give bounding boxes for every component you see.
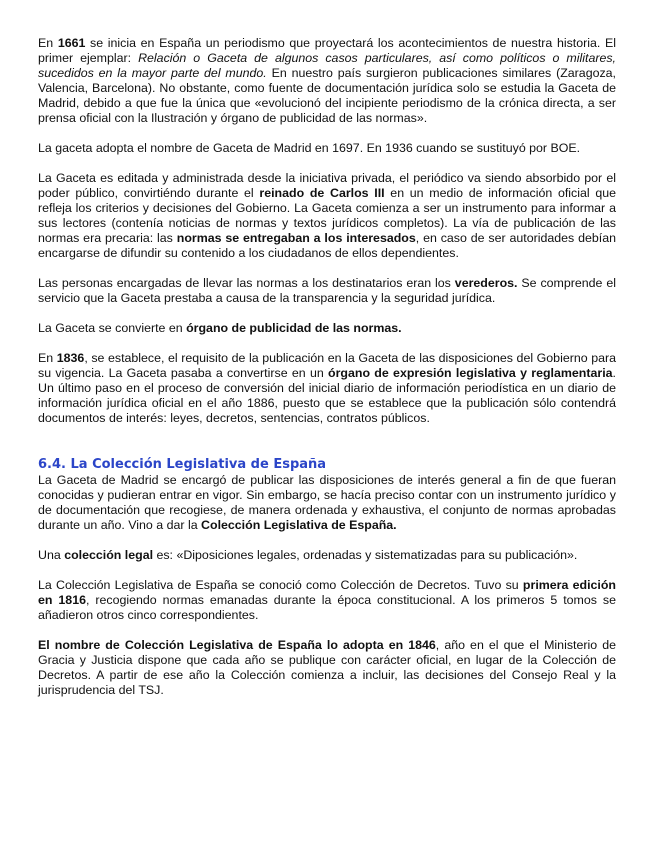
paragraph-1836: En 1836, se establece, el requisito de la publicación en la Gaceta de las disposiciones del Gobierno para su vigencia. La Gaceta pasaba a convertirse en un órgano de expresión legislativa y reglamentaria. Un último paso en el proceso de conversión del inicial diario de información periodística en un diario de información jurídica oficial en el año 1886, puesto que se establece que la publicación sólo contendrá documentos de interés: leyes, decretos, sentencias, contratos públicos.: [38, 351, 616, 425]
paragraph-private-editing: La Gaceta es editada y administrada desde la iniciativa privada, el periódico va siendo absorbido por el poder público, convirtiéndo durante el reinado de Carlos III en un medio de información oficial que refleja los criterios y decisiones del Gobierno. La Gaceta comienza a ser un instrumento para informar a sus lectores (contenía noticias de normas y textos jurídicos completos). La vía de publicación de las normas era precaria: las normas se entregaban a los interesados, en caso de ser autoridades debían encargarse de difundir su contenido a los ciudadanos de ellos dependientes.: [38, 171, 617, 260]
section-heading: 6.4. La Colección Legislativa de España: [38, 457, 327, 472]
paragraph-legal-collection-definition: Una colección legal es: «Diposiciones legales, ordenadas y sistematizadas para su publicación».: [38, 548, 578, 562]
paragraph-verederos: Las personas encargadas de llevar las normas a los destinatarios eran los verederos. Se comprende el servicio que la Gaceta prestaba a causa de la transparencia y la seguridad jurídica.: [38, 276, 617, 305]
paragraph-publicity-organ: La Gaceta se convierte en órgano de publicidad de las normas.: [38, 321, 402, 335]
paragraph-origins: En 1661 se inicia en España un periodismo que proyectará los acontecimientos de nuestra historia. El primer ejemplar: Relación o Gaceta de algunos casos particulares, así como políticos o militares, sucedidos en la mayor parte del mundo. En nuestro país surgieron publicaciones similares (Zaragoza, Valencia, Barcelona). No obstante, como fuente de documentación jurídica solo se estudia la Gaceta de Madrid, debido a que fue la única que «evolucionó del incipiente periodismo de la crónica directa, a ser prensa oficial con la Ilustración y órgano de publicidad de las normas».: [38, 36, 617, 125]
paragraph-first-edition: La Colección Legislativa de España se conoció como Colección de Decretos. Tuvo su primera edición en 1816, recogiendo normas emanadas durante la época constitucional. A los primeros 5 tomos se añadieron otros cinco correspondientes.: [38, 578, 616, 622]
paragraph-name-adoption: La gaceta adopta el nombre de Gaceta de Madrid en 1697. En 1936 cuando se sustituyó por BOE.: [38, 141, 581, 155]
paragraph-collection-intro: La Gaceta de Madrid se encargó de publicar las disposiciones de interés general a fin de que fueran conocidas y pudieran entrar en vigor. Sin embargo, se hacía preciso contar con un instrumento jurídico y de documentación que recogiese, de manera ordenada y exhaustiva, el conjunto de normas aprobadas durante un año. Vino a dar la Colección Legislativa de España.: [38, 473, 616, 532]
paragraph-1846: El nombre de Colección Legislativa de España lo adopta en 1846, año en el que el Ministerio de Gracia y Justicia dispone que cada año se publique con carácter oficial, en lugar de la Colección de Decretos. A partir de ese año la Colección comienza a incluir, las decisiones del Consejo Real y la jurisprudencia del TSJ.: [38, 638, 616, 697]
document-page: [38, 36, 616, 698]
